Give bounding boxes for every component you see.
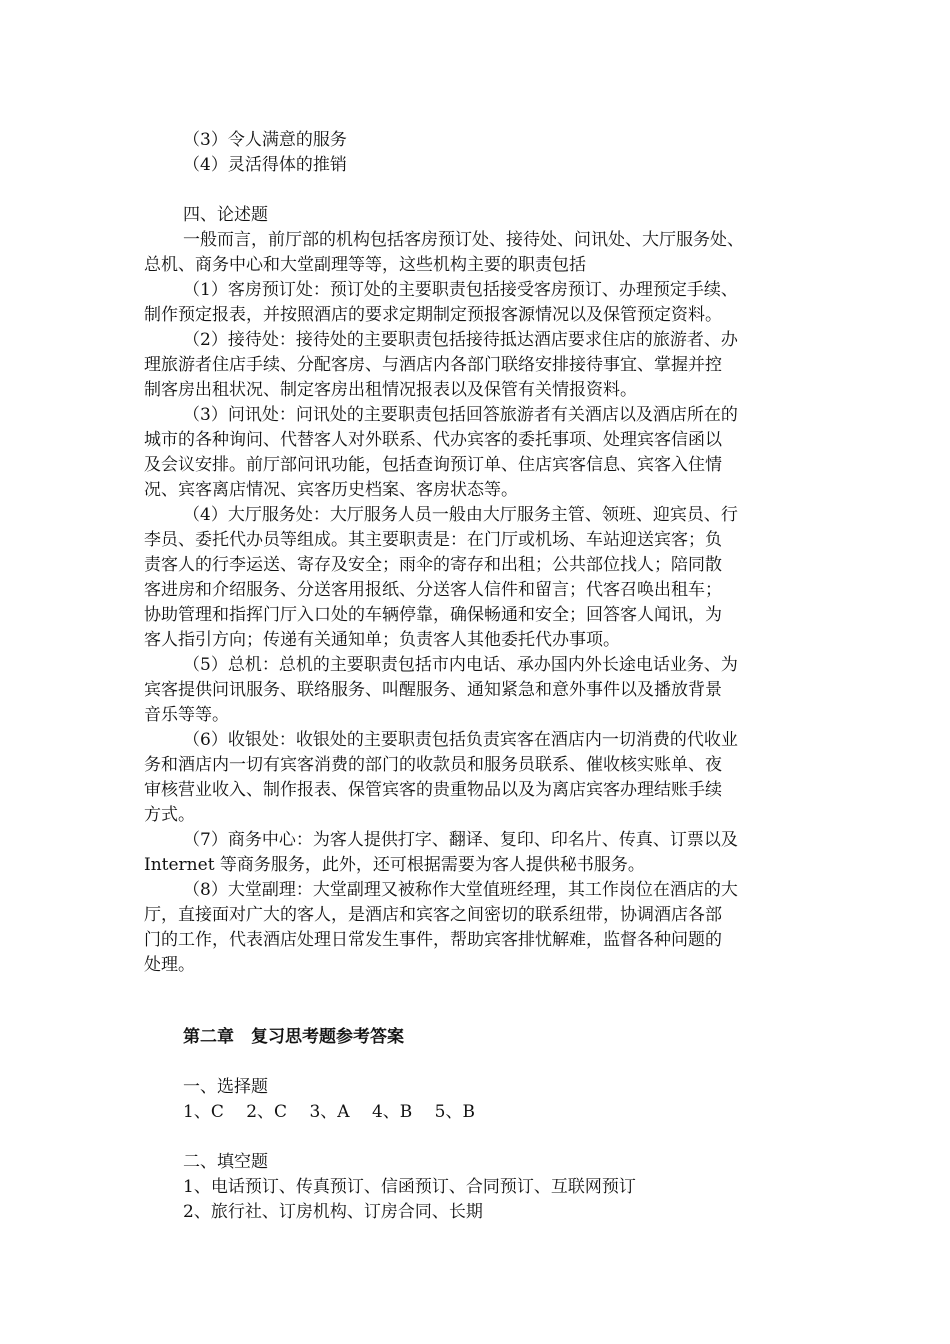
text-line: 制作预定报表，并按照酒店的要求定期制定预报客源情况以及保管预定资料。	[144, 305, 722, 325]
text-line: 制客房出租状况、制定客房出租情况报表以及保管有关情报资料。	[144, 380, 637, 400]
text-line: 方式。	[144, 805, 195, 825]
text-line: 厅，直接面对广大的客人，是酒店和宾客之间密切的联系纽带，协调酒店各部	[144, 905, 722, 925]
text-line: 处理。	[144, 955, 195, 975]
text-line: 宾客提供问讯服务、联络服务、叫醒服务、通知紧急和意外事件以及播放背景	[144, 680, 722, 700]
text-line: （7）商务中心：为客人提供打字、翻译、复印、印名片、传真、订票以及	[183, 830, 738, 850]
text-line: 审核营业收入、制作报表、保管宾客的贵重物品以及为离店宾客办理结账手续	[144, 780, 722, 800]
text-line: （8）大堂副理：大堂副理又被称作大堂值班经理，其工作岗位在酒店的大	[183, 880, 738, 900]
text-line: 理旅游者住店手续、分配客房、与酒店内各部门联络安排接待事宜、掌握并控	[144, 355, 722, 375]
text-line: 李员、委托代办员等组成。其主要职责是：在门厅或机场、车站迎送宾客；负	[144, 530, 722, 550]
text-line: 1、电话预订、传真预订、信函预订、合同预订、互联网预订	[183, 1177, 636, 1197]
section-heading: 二、填空题	[183, 1152, 268, 1172]
text-line: 协助管理和指挥门厅入口处的车辆停靠，确保畅通和安全；回答客人闻讯，为	[144, 605, 722, 625]
text-line: （5）总机：总机的主要职责包括市内电话、承办国内外长途电话业务、为	[183, 655, 738, 675]
text-line: 及会议安排。前厅部问讯功能，包括查询预订单、住店宾客信息、宾客入住情	[144, 455, 722, 475]
section-heading: 四、论述题	[183, 205, 268, 225]
text-line: （4）大厅服务处：大厅服务人员一般由大厅服务主管、领班、迎宾员、行	[183, 505, 738, 525]
text-line: 城市的各种询问、代替客人对外联系、代办宾客的委托事项、处理宾客信函以	[144, 430, 722, 450]
text-line: （4）灵活得体的推销	[183, 155, 347, 175]
text-line: 一般而言，前厅部的机构包括客房预订处、接待处、问讯处、大厅服务处、	[183, 230, 744, 250]
section-heading: 一、选择题	[183, 1077, 268, 1097]
text-line: 况、宾客离店情况、宾客历史档案、客房状态等。	[144, 480, 518, 500]
chapter-heading: 第二章 复习思考题参考答案	[183, 1027, 404, 1047]
text-line: 总机、商务中心和大堂副理等等，这些机构主要的职责包括	[144, 255, 586, 275]
text-line: 1、C 2、C 3、A 4、B 5、B	[183, 1102, 475, 1122]
text-line: 客进房和介绍服务、分送客用报纸、分送客人信件和留言；代客召唤出租车；	[144, 580, 722, 600]
text-line: （1）客房预订处：预订处的主要职责包括接受客房预订、办理预定手续、	[183, 280, 738, 300]
text-line: Internet 等商务服务，此外，还可根据需要为客人提供秘书服务。	[144, 855, 645, 875]
text-line: （3）令人满意的服务	[183, 130, 347, 150]
text-line: （3）问讯处：问讯处的主要职责包括回答旅游者有关酒店以及酒店所在的	[183, 405, 738, 425]
text-line: （6）收银处：收银处的主要职责包括负责宾客在酒店内一切消费的代收业	[183, 730, 738, 750]
text-line: 务和酒店内一切有宾客消费的部门的收款员和服务员联系、催收核实账单、夜	[144, 755, 722, 775]
text-line: 责客人的行李运送、寄存及安全；雨伞的寄存和出租；公共部位找人；陪同散	[144, 555, 722, 575]
text-line: （2）接待处：接待处的主要职责包括接待抵达酒店要求住店的旅游者、办	[183, 330, 738, 350]
text-line: 2、旅行社、订房机构、订房合同、长期	[183, 1202, 483, 1222]
text-line: 音乐等等。	[144, 705, 229, 725]
text-line: 门的工作，代表酒店处理日常发生事件，帮助宾客排忧解难，监督各种问题的	[144, 930, 722, 950]
text-line: 客人指引方向；传递有关通知单；负责客人其他委托代办事项。	[144, 630, 620, 650]
